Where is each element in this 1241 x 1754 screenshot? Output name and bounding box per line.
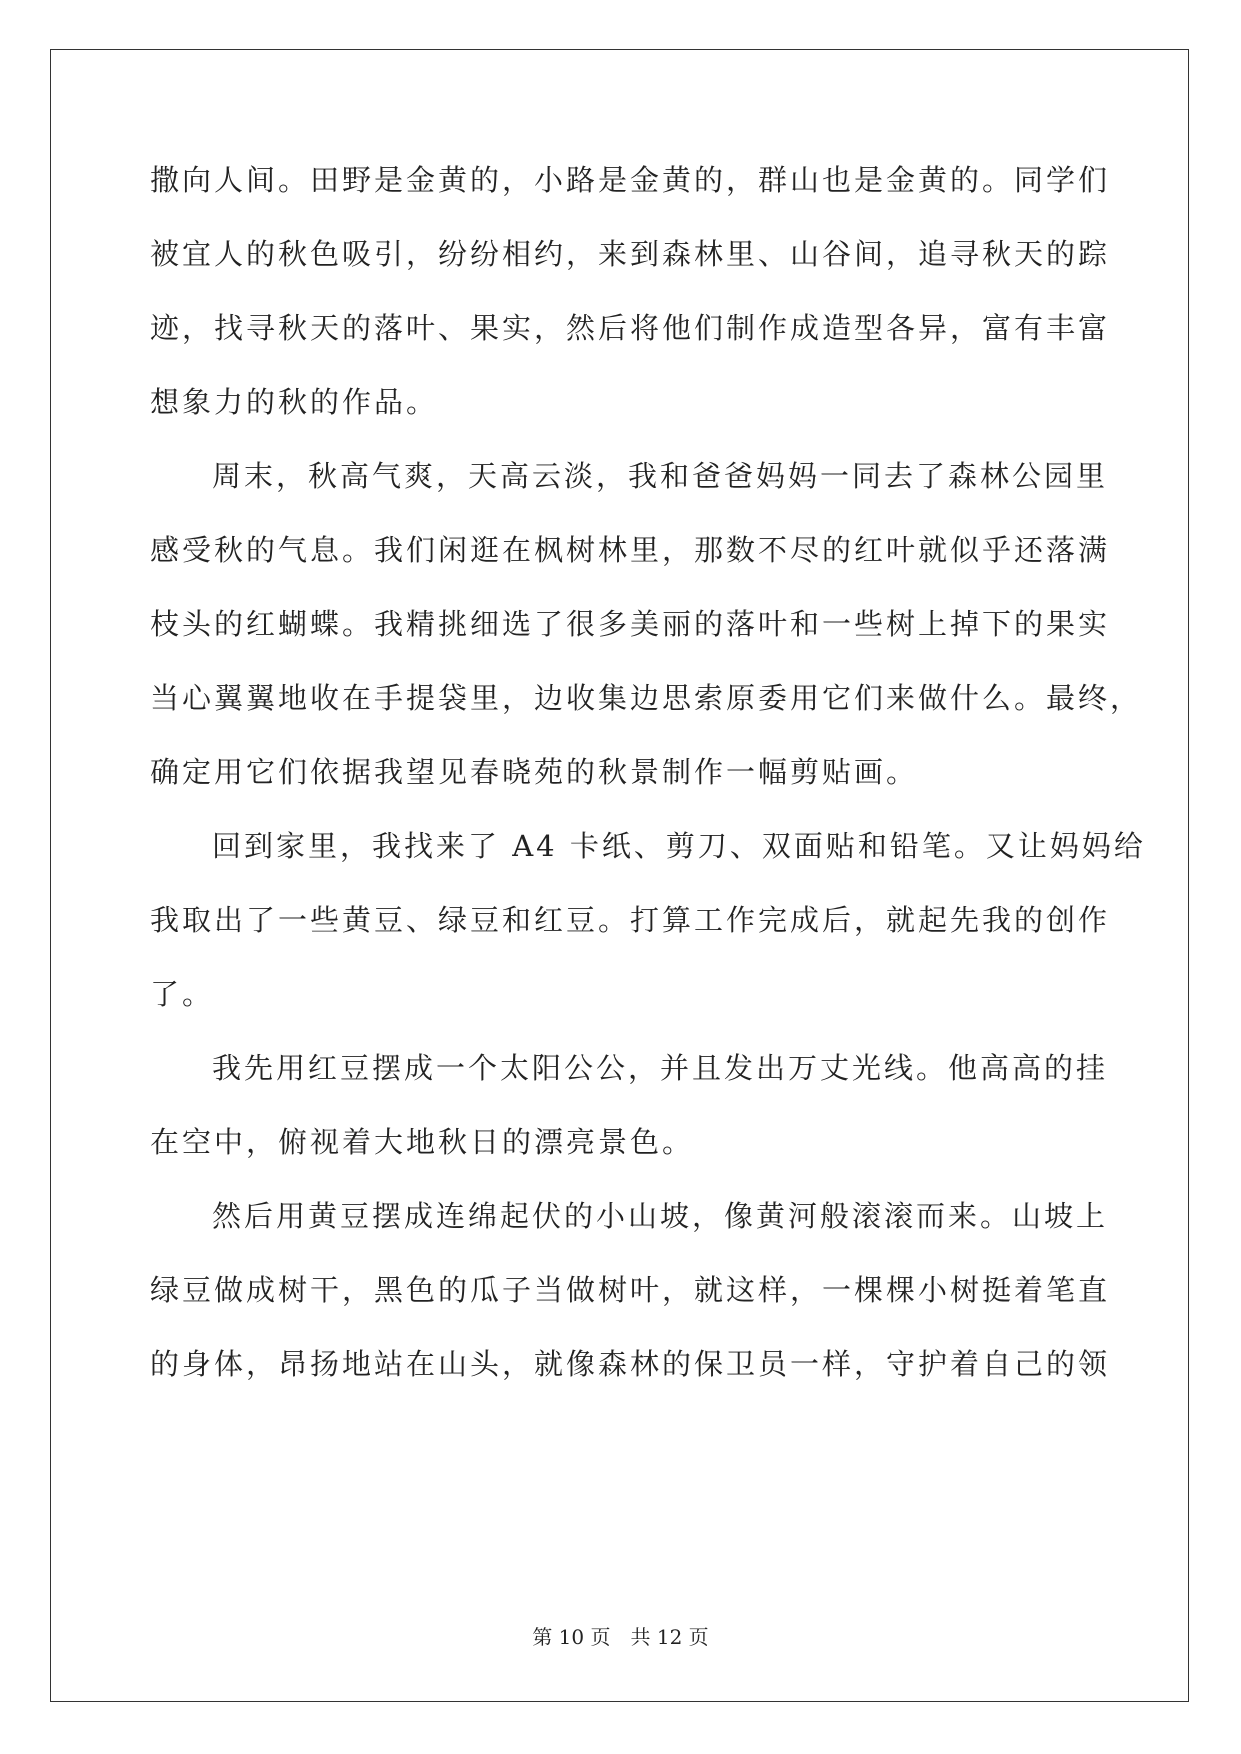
page-border <box>50 49 1189 1702</box>
text-line: 绿豆做成树干，黑色的瓜子当做树叶，就这样，一棵棵小树挺着笔直 <box>150 1273 1111 1307</box>
text-line: 撒向人间。田野是金黄的，小路是金黄的，群山也是金黄的。同学们 <box>150 163 1111 197</box>
text-line: 的身体，昂扬地站在山头，就像森林的保卫员一样，守护着自己的领 <box>150 1347 1111 1381</box>
text-line: 迹，找寻秋天的落叶、果实，然后将他们制作成造型各异，富有丰富 <box>150 311 1111 345</box>
text-line: 了。 <box>150 977 215 1011</box>
paragraph-start-line: 我先用红豆摆成一个太阳公公，并且发出万丈光线。他高高的挂 <box>212 1051 1109 1085</box>
paragraph-start-line: 回到家里，我找来了 A4 卡纸、剪刀、双面贴和铅笔。又让妈妈给 <box>212 829 1146 863</box>
text-line: 被宜人的秋色吸引，纷纷相约，来到森林里、山谷间，追寻秋天的踪 <box>150 237 1111 271</box>
text-line: 确定用它们依据我望见春晓苑的秋景制作一幅剪贴画。 <box>150 755 919 789</box>
text-line: 感受秋的气息。我们闲逛在枫树林里，那数不尽的红叶就似乎还落满 <box>150 533 1111 567</box>
text-line: 当心翼翼地收在手提袋里，边收集边思索原委用它们来做什么。最终， <box>150 681 1143 715</box>
text-line: 想象力的秋的作品。 <box>150 385 439 419</box>
page-number: 第 10 页 共 12 页 <box>532 1625 709 1649</box>
text-line: 枝头的红蝴蝶。我精挑细选了很多美丽的落叶和一些树上掉下的果实 <box>150 607 1111 641</box>
text-line: 我取出了一些黄豆、绿豆和红豆。打算工作完成后，就起先我的创作 <box>150 903 1111 937</box>
text-line: 在空中，俯视着大地秋日的漂亮景色。 <box>150 1125 695 1159</box>
page-footer <box>0 1624 1241 1650</box>
paragraph-start-line: 然后用黄豆摆成连绵起伏的小山坡，像黄河般滚滚而来。山坡上 <box>212 1199 1109 1233</box>
paragraph-start-line: 周末，秋高气爽，天高云淡，我和爸爸妈妈一同去了森林公园里 <box>212 459 1109 493</box>
